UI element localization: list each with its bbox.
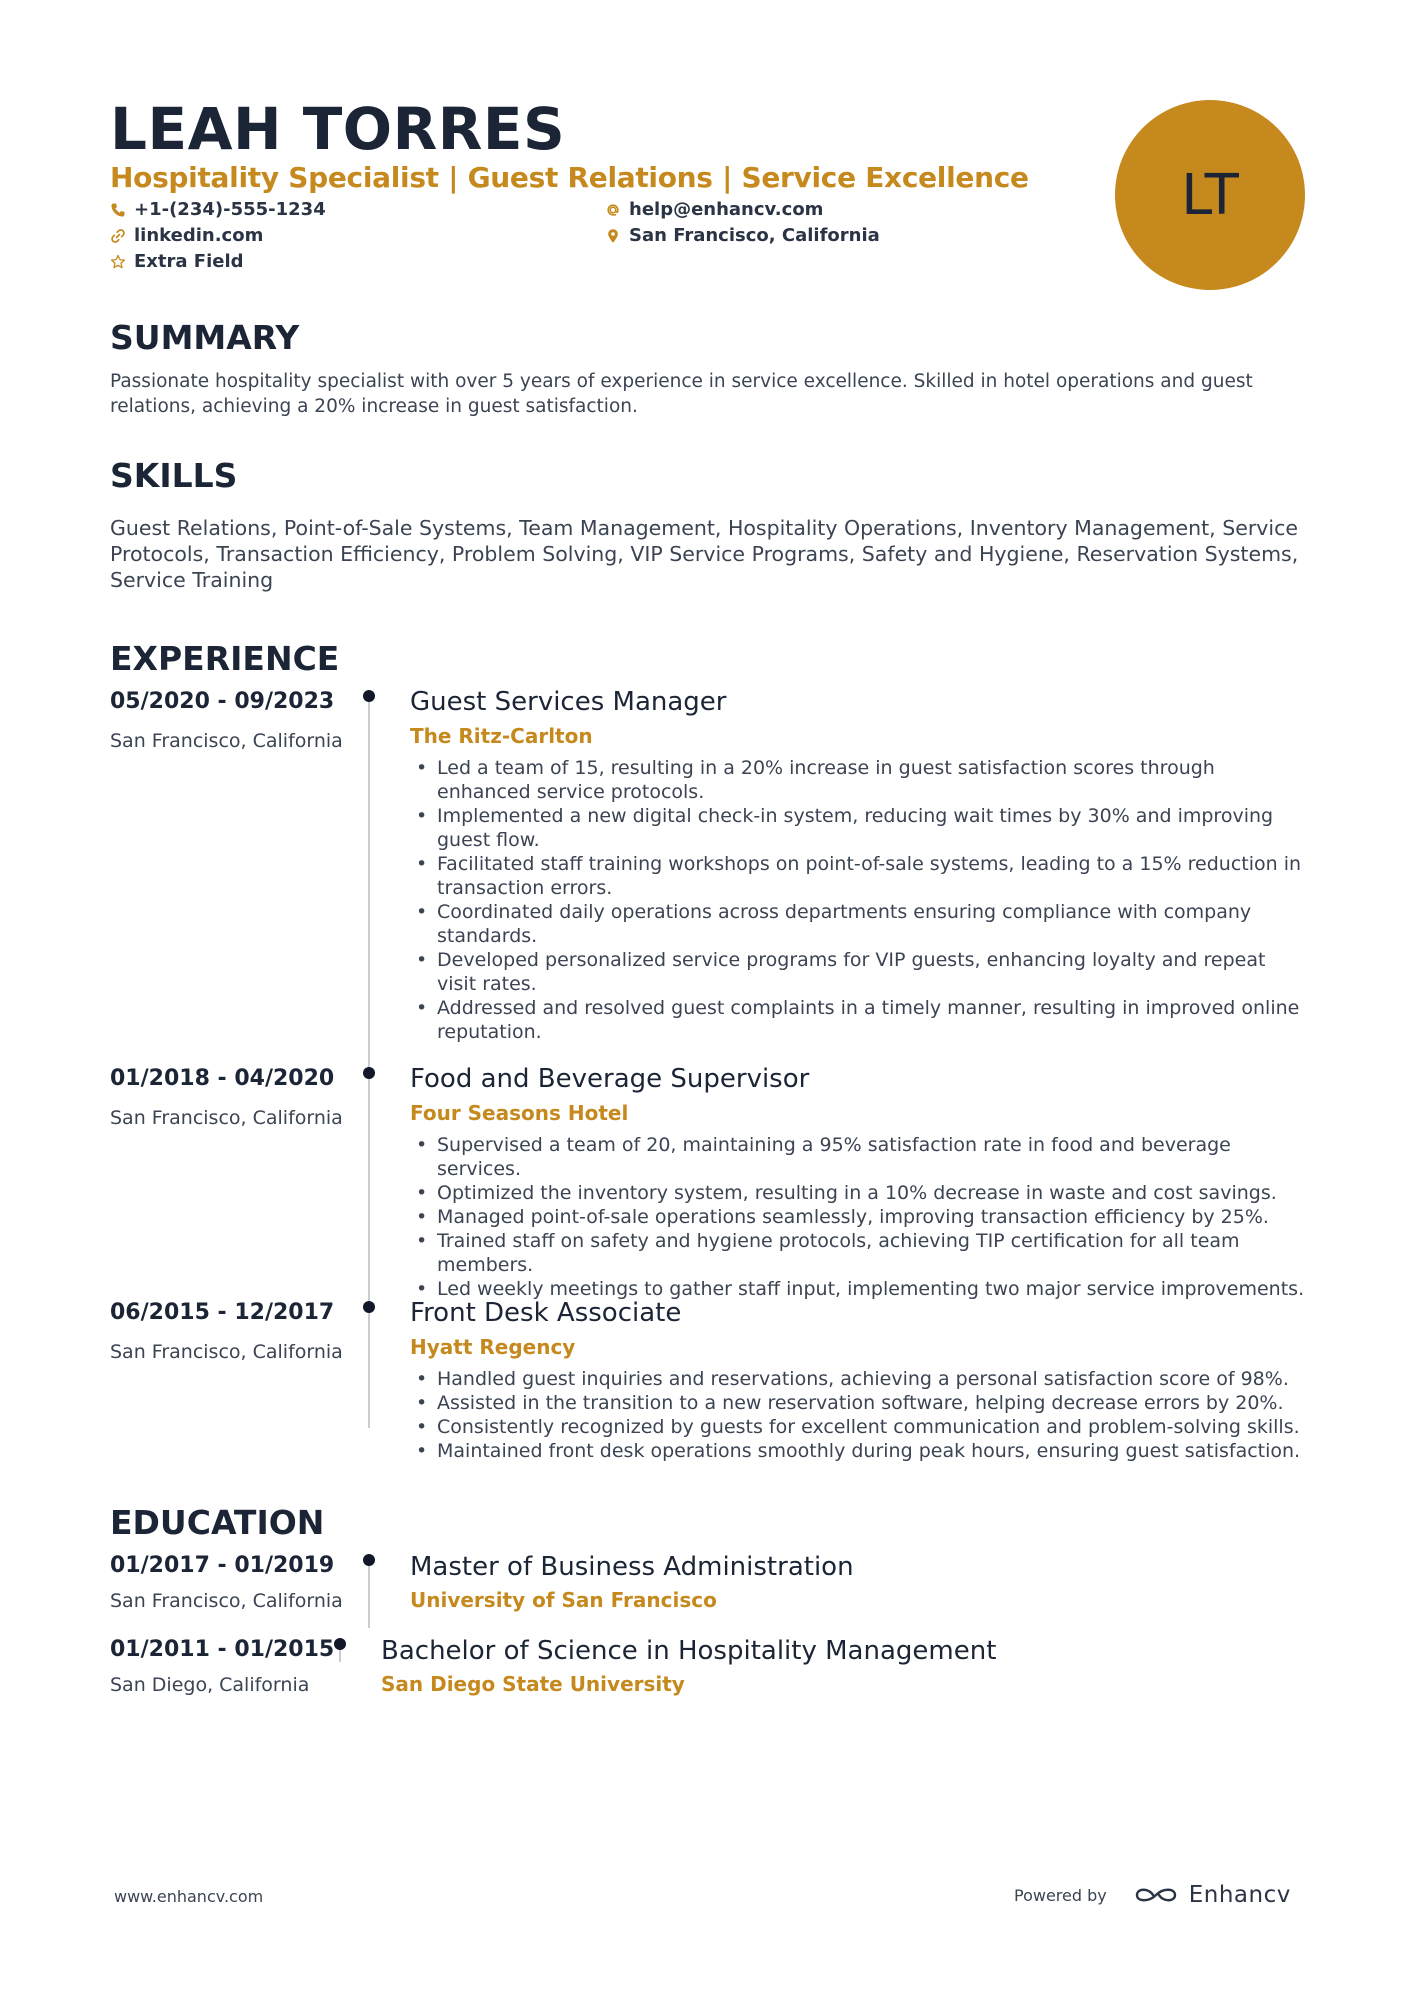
job-role: Front Desk Associate	[410, 1298, 682, 1328]
avatar-initials: LT	[1181, 162, 1239, 228]
job-bullets	[410, 1367, 1310, 1463]
job-dates: 06/2015 - 12/2017	[110, 1300, 335, 1325]
contact-linkedin-text: linkedin.com	[134, 225, 264, 246]
contact-extra-field	[110, 250, 244, 274]
list-item: • Handled guest inquiries and reservations, achieving a personal satisfaction score of 98%.	[410, 1367, 1310, 1391]
footer-branding[interactable]	[1014, 1882, 1291, 1908]
timeline-dot	[334, 1638, 346, 1650]
job-dates: 05/2020 - 09/2023	[110, 689, 335, 714]
job-role: Food and Beverage Supervisor	[410, 1064, 810, 1094]
job-location: San Francisco, California	[110, 1107, 343, 1129]
edu-degree: Master of Business Administration	[410, 1552, 854, 1582]
brand-name: Enhancv	[1188, 1882, 1291, 1908]
job-company: Four Seasons Hotel	[410, 1101, 629, 1125]
job-location: San Francisco, California	[110, 1341, 343, 1363]
skills-heading: SKILLS	[110, 456, 238, 495]
summary-text: Passionate hospitality specialist with over 5 years of experience in service excellence. Skilled in hotel operations and guest relations, achieving a 20% increase in guest satisfaction.	[110, 371, 1253, 417]
list-item: • Coordinated daily operations across departments ensuring compliance with company standards.	[410, 900, 1310, 948]
contact-email-text: help@enhancv.com	[629, 199, 824, 220]
footer-website[interactable]: www.enhancv.com	[114, 1887, 264, 1906]
list-item: • Implemented a new digital check-in system, reducing wait times by 30% and improving guest flow.	[410, 804, 1310, 852]
edu-location: San Francisco, California	[110, 1590, 343, 1612]
list-item: • Optimized the inventory system, resulting in a 10% decrease in waste and cost savings.	[410, 1181, 1310, 1205]
candidate-title: Hospitality Specialist | Guest Relations | Service Excellence	[110, 161, 1029, 194]
education-heading: EDUCATION	[110, 1503, 325, 1542]
list-item: • Led a team of 15, resulting in a 20% increase in guest satisfaction scores through enhanced service protocols.	[410, 756, 1310, 804]
enhancv-logo-icon	[1133, 1883, 1179, 1907]
edu-dates: 01/2011 - 01/2015	[110, 1637, 335, 1662]
phone-icon	[110, 202, 126, 218]
candidate-name: LEAH TORRES	[110, 95, 566, 163]
summary-heading: SUMMARY	[110, 318, 300, 357]
list-item: • Facilitated staff training workshops on point-of-sale systems, leading to a 15% reduction in transaction errors.	[410, 852, 1310, 900]
job-bullets	[410, 1133, 1310, 1301]
list-item: • Managed point-of-sale operations seamlessly, improving transaction efficiency by 25%.	[410, 1205, 1310, 1229]
contact-linkedin[interactable]	[110, 224, 263, 248]
powered-by-label: Powered by	[1014, 1885, 1107, 1905]
list-item: • Maintained front desk operations smoothly during peak hours, ensuring guest satisfaction.	[410, 1439, 1310, 1463]
list-item: • Led weekly meetings to gather staff input, implementing two major service improvements.	[410, 1277, 1310, 1301]
job-company: Hyatt Regency	[410, 1335, 576, 1359]
list-item: • Developed personalized service programs for VIP guests, enhancing loyalty and repeat visit rates.	[410, 948, 1310, 996]
contact-location-text: San Francisco, California	[629, 225, 880, 246]
list-item: • Assisted in the transition to a new reservation software, helping decrease errors by 20%.	[410, 1391, 1310, 1415]
link-icon	[110, 228, 126, 244]
contact-email[interactable]	[605, 198, 823, 222]
job-role: Guest Services Manager	[410, 687, 727, 717]
list-item: • Consistently recognized by guests for excellent communication and problem-solving skills.	[410, 1415, 1310, 1439]
list-item: • Supervised a team of 20, maintaining a 95% satisfaction rate in food and beverage services.	[410, 1133, 1310, 1181]
at-sign-icon	[605, 202, 621, 218]
experience-timeline	[368, 696, 370, 1428]
contact-phone-text: +1-(234)-555-1234	[134, 199, 326, 220]
edu-degree: Bachelor of Science in Hospitality Management	[381, 1636, 997, 1666]
contact-phone[interactable]	[110, 198, 326, 222]
avatar	[1115, 100, 1305, 290]
list-item: • Addressed and resolved guest complaints in a timely manner, resulting in improved online reputation.	[410, 996, 1310, 1044]
job-dates: 01/2018 - 04/2020	[110, 1066, 335, 1091]
job-bullets	[410, 756, 1310, 1044]
edu-school: San Diego State University	[381, 1672, 685, 1696]
timeline-dot	[363, 1067, 375, 1079]
timeline-dot	[363, 1301, 375, 1313]
skills-text: Guest Relations, Point-of-Sale Systems, Team Management, Hospitality Operations, Inventory Management, Service Protocols, Transaction Efficiency, Problem Solving, VIP Service Programs, Safety and Hygiene, Reservation Systems, Service Training	[110, 516, 1299, 592]
contact-location	[605, 224, 880, 248]
experience-heading: EXPERIENCE	[110, 639, 340, 678]
job-location: San Francisco, California	[110, 730, 343, 752]
edu-location: San Diego, California	[110, 1674, 310, 1696]
star-icon	[110, 254, 126, 270]
location-pin-icon	[605, 228, 621, 244]
education-timeline	[368, 1560, 370, 1628]
timeline-dot	[363, 1554, 375, 1566]
edu-school: University of San Francisco	[410, 1588, 717, 1612]
list-item: • Trained staff on safety and hygiene protocols, achieving TIP certification for all team members.	[410, 1229, 1310, 1277]
timeline-dot	[363, 690, 375, 702]
job-company: The Ritz-Carlton	[410, 724, 593, 748]
contact-extra-text: Extra Field	[134, 251, 244, 272]
edu-dates: 01/2017 - 01/2019	[110, 1553, 335, 1578]
